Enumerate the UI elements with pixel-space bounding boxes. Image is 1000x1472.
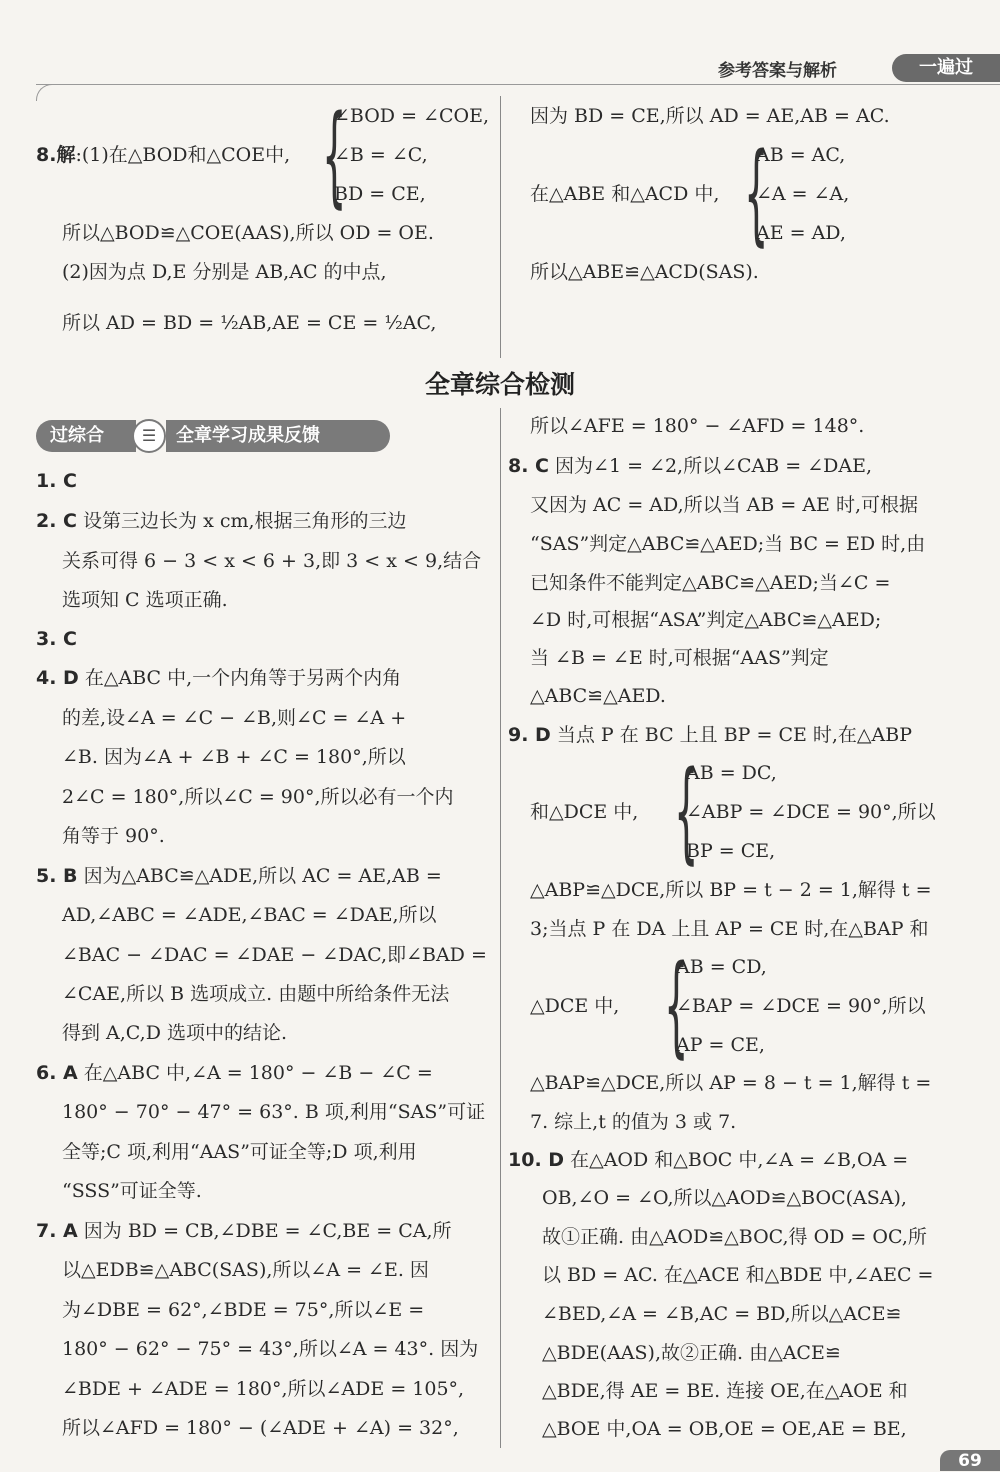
column-divider-main: [500, 408, 501, 1448]
answer-8-line: “SAS”判定△ABC≌△AED;当 BC = ED 时,由: [530, 533, 926, 555]
banner-left: 过综合: [36, 420, 136, 452]
answer-6-line: 6. A 在△ABC 中,∠A = 180° − ∠B − ∠C =: [36, 1062, 433, 1084]
column-divider-top: [500, 96, 501, 358]
answer-8-line: 当 ∠B = ∠E 时,可根据“AAS”判定: [530, 647, 829, 669]
answer-3: 3. C: [36, 628, 77, 650]
q8-right-sys-line: ∠A = ∠A,: [756, 183, 850, 205]
answer-10-line: △BDE(AAS),故②正确. 由△ACE≌: [542, 1342, 841, 1364]
section-banner: [36, 420, 390, 452]
answer-7-line: 180° − 62° − 75° = 43°,所以∠A = 43°. 因为: [62, 1338, 479, 1360]
answer-9-line: △ABP≌△DCE,所以 BP = t − 2 = 1,解得 t =: [530, 879, 932, 901]
q8-sys-line: ∠BOD = ∠COE,: [334, 105, 489, 127]
answer-9-sys-line: BP = CE,: [686, 840, 776, 862]
q8-line: (2)因为点 D,E 分别是 AB,AC 的中点,: [62, 261, 387, 283]
banner-right: 全章学习成果反馈: [166, 420, 390, 452]
answer-4-line: 的差,设∠A = ∠C − ∠B,则∠C = ∠A +: [62, 707, 407, 729]
answer-7-line: 所以∠AFD = 180° − (∠ADE + ∠A) = 32°,: [62, 1417, 459, 1439]
answer-6-line: “SSS”可证全等.: [62, 1180, 202, 1202]
answer-8-line: 8. C 因为∠1 = ∠2,所以∠CAB = ∠DAE,: [508, 455, 873, 477]
answer-9-line: △BAP≌△DCE,所以 AP = 8 − t = 1,解得 t =: [530, 1072, 932, 1094]
q8-line: 所以△BOD≌△COE(AAS),所以 OD = OE.: [62, 222, 434, 244]
answer-2-line: 2. C 设第三边长为 x cm,根据三角形的三边: [36, 510, 407, 532]
header-title: 参考答案与解析: [718, 61, 837, 81]
answer-4-line: 角等于 90°.: [62, 825, 165, 847]
answer-8-line: △ABC≌△AED.: [530, 685, 666, 707]
q8-right-line: 所以△ABE≌△ACD(SAS).: [530, 261, 759, 283]
answer-9-sys-line: AP = CE,: [676, 1034, 765, 1056]
running-header: [700, 54, 1000, 84]
answer-9-line: 7. 综上,t 的值为 3 或 7.: [530, 1111, 737, 1133]
answer-9-line: 9. D 当点 P 在 BC 上且 BP = CE 时,在△ABP: [508, 724, 913, 746]
q8-right-sys-line: AB = AC,: [756, 144, 846, 166]
answer-10-line: ∠BED,∠A = ∠B,AC = BD,所以△ACE≌: [542, 1303, 902, 1325]
brace: {: [674, 747, 699, 875]
answer-5-line: 得到 A,C,D 选项中的结论.: [62, 1022, 288, 1044]
answer-5-line: 5. B 因为△ABC≌△ADE,所以 AC = AE,AB =: [36, 865, 442, 887]
brace: {: [744, 129, 769, 257]
brace: {: [664, 941, 689, 1069]
answer-8-line: ∠D 时,可根据“ASA”判定△ABC≌△AED;: [530, 609, 882, 631]
answer-1: 1. C: [36, 470, 77, 492]
header-rule: [36, 84, 1000, 85]
answer-10-line: 故①正确. 由△AOD≌△BOC,得 OD = OC,所: [542, 1226, 927, 1248]
answer-7-line: 为∠DBE = 62°,∠BDE = 75°,所以∠E =: [62, 1299, 425, 1321]
answer-6-line: 180° − 70° − 47° = 63°. B 项,利用“SAS”可证: [62, 1101, 486, 1123]
answer-5-line: AD,∠ABC = ∠ADE,∠BAC = ∠DAE,所以: [62, 904, 437, 926]
list-icon: ☰: [132, 419, 166, 453]
q8-intro-text: :(1)在△BOD和△COE中,: [75, 144, 291, 166]
answer-8-line: 又因为 AC = AD,所以当 AB = AE 时,可根据: [530, 494, 919, 516]
header-badge: 一遍过: [892, 54, 1000, 82]
answer-2-line: 选项知 C 选项正确.: [62, 589, 228, 611]
answer-7-line: 以△EDB≌△ABC(SAS),所以∠A = ∠E. 因: [62, 1259, 429, 1281]
q8-right-line: 因为 BD = CE,所以 AD = AE,AB = AC.: [530, 105, 890, 127]
brace: {: [322, 91, 347, 219]
answer-9-sys-line: AB = DC,: [686, 762, 777, 784]
q8-sys-line: ∠B = ∠C,: [334, 144, 428, 166]
top-q8-intro: [36, 143, 290, 167]
answer-7-cont: 所以∠AFE = 180° − ∠AFD = 148°.: [530, 415, 865, 437]
q8-right-intro: 在△ABE 和△ACD 中,: [530, 183, 720, 205]
answer-4-line: ∠B. 因为∠A + ∠B + ∠C = 180°,所以: [62, 746, 406, 768]
answer-4-line: 4. D 在△ABC 中,一个内角等于另两个内角: [36, 667, 402, 689]
answer-9-sys-line: AB = CD,: [676, 956, 767, 978]
answer-7-line: ∠BDE + ∠ADE = 180°,所以∠ADE = 105°,: [62, 1378, 465, 1400]
answer-5-line: ∠BAC − ∠DAC = ∠DAE − ∠DAC,即∠BAD =: [62, 944, 487, 966]
answer-8-line: 已知条件不能判定△ABC≌△AED;当∠C =: [530, 572, 891, 594]
answer-2-line: 关系可得 6 − 3 < x < 6 + 3,即 3 < x < 9,结合: [62, 550, 482, 572]
answer-9-sys-line: ∠BAP = ∠DCE = 90°,所以: [676, 995, 926, 1017]
answer-9-sys-intro: △DCE 中,: [530, 995, 620, 1017]
answer-9-sys-line: ∠ABP = ∠DCE = 90°,所以: [686, 801, 936, 823]
answer-10-line: 10. D 在△AOD 和△BOC 中,∠A = ∠B,OA =: [508, 1149, 909, 1171]
page-number: 69: [940, 1450, 1000, 1471]
q8-right-sys-line: AE = AD,: [756, 222, 846, 244]
answer-5-line: ∠CAE,所以 B 选项成立. 由题中所给条件无法: [62, 983, 450, 1005]
header-rule-corner: [36, 84, 53, 101]
answer-6-line: 全等;C 项,利用“AAS”可证全等;D 项,利用: [62, 1141, 417, 1163]
answer-9-sys-intro: 和△DCE 中,: [530, 801, 639, 823]
answer-10-line: △BDE,得 AE = BE. 连接 OE,在△AOE 和: [542, 1380, 908, 1402]
q8-line: 所以 AD = BD = ½AB,AE = CE = ½AC,: [62, 312, 437, 334]
section-title: 全章综合检测: [424, 370, 575, 399]
q8-number: 8.解: [36, 144, 76, 166]
q8-sys-line: BD = CE,: [334, 183, 426, 205]
answer-10-line: 以 BD = AC. 在△ACE 和△BDE 中,∠AEC =: [542, 1264, 934, 1286]
answer-9-line: 3;当点 P 在 DA 上且 AP = CE 时,在△BAP 和: [530, 918, 929, 940]
answer-10-line: OB,∠O = ∠O,所以△AOD≌△BOC(ASA),: [542, 1187, 907, 1209]
answer-10-line: △BOE 中,OA = OB,OE = OE,AE = BE,: [542, 1418, 907, 1440]
answer-7-line: 7. A 因为 BD = CB,∠DBE = ∠C,BE = CA,所: [36, 1220, 452, 1242]
answer-4-line: 2∠C = 180°,所以∠C = 90°,所以必有一个内: [62, 786, 454, 808]
